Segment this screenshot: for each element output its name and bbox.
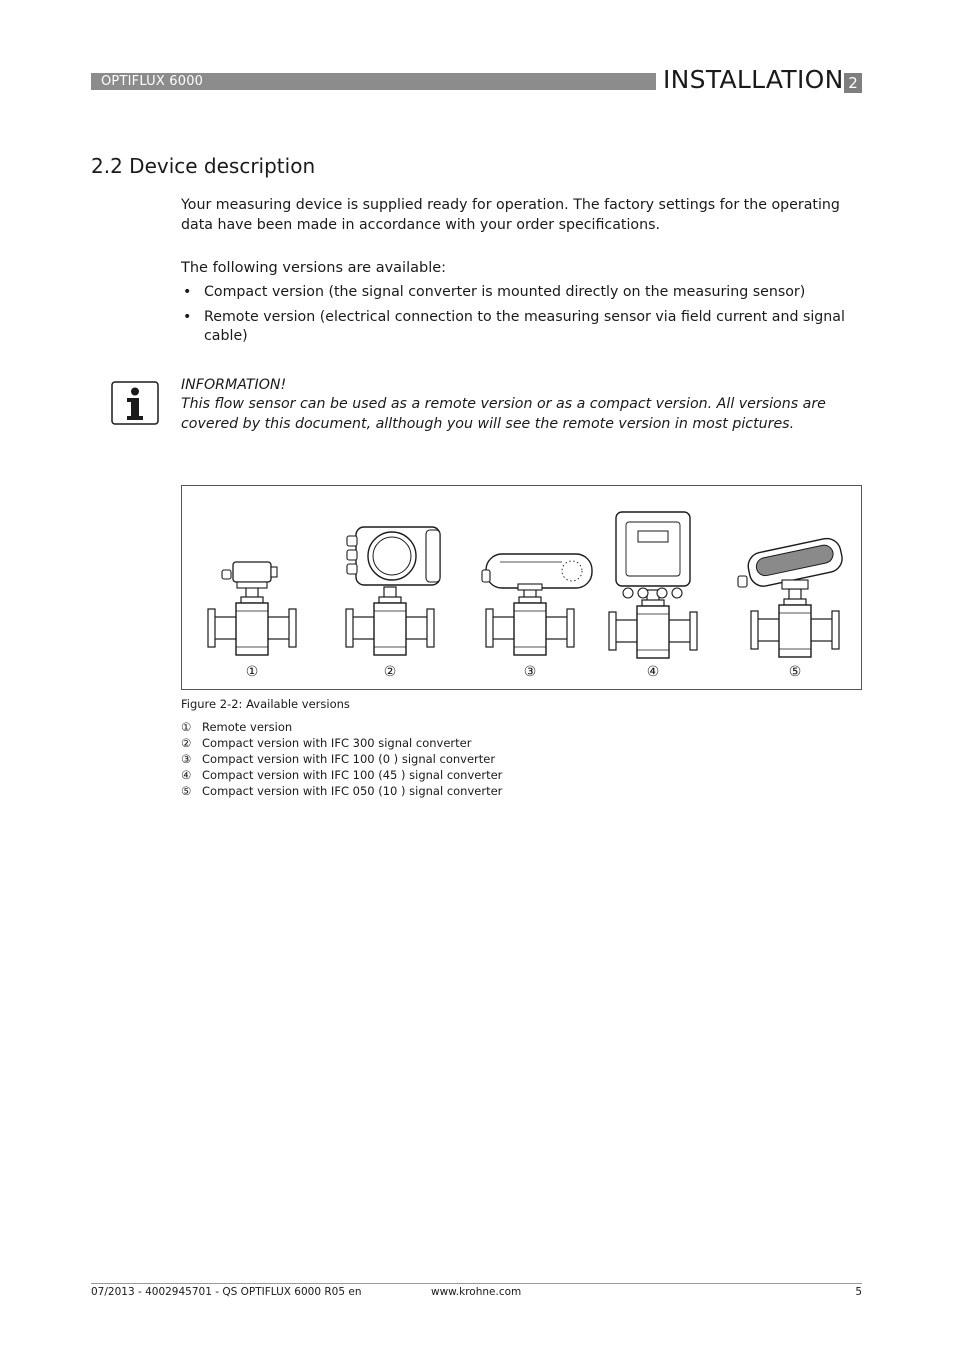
chapter-number: 2: [844, 73, 862, 93]
versions-figure: [181, 485, 862, 690]
figure-caption: Figure 2-2: Available versions: [181, 697, 350, 711]
device-remote: [208, 562, 296, 655]
marker-4: ④: [646, 664, 660, 680]
marker-1: ①: [245, 664, 259, 680]
list-item: [181, 283, 861, 303]
legend-item: [181, 719, 502, 735]
bullet-icon: •: [183, 284, 192, 300]
legend-item: [181, 783, 502, 799]
document-reference: 07/2013 - 4002945701 - QS OPTIFLUX 6000 R05 en: [91, 1286, 362, 1298]
legend-text: Compact version with IFC 100 (0 ) signal converter: [202, 752, 496, 766]
information-text: This flow sensor can be used as a remote version or as a compact version. All versions are covered by this document, allthough you will see the remote version in most pictures.: [181, 396, 826, 432]
device-ifc300: [346, 527, 440, 655]
section-title: 2.2 Device description: [91, 154, 316, 178]
legend-text: Compact version with IFC 050 (10 ) signal converter: [202, 784, 503, 798]
marker-3: ③: [523, 664, 537, 680]
website-link[interactable]: www.krohne.com: [431, 1286, 522, 1298]
marker-2: ②: [383, 664, 397, 680]
figure-legend: [181, 719, 502, 799]
legend-item: [181, 735, 502, 751]
footer-divider: [91, 1283, 862, 1284]
list-item-text: Remote version (electrical connection to the measuring sensor via field current and signal cable): [204, 308, 845, 344]
legend-text: Remote version: [202, 720, 293, 734]
legend-item: [181, 767, 502, 783]
information-title: INFORMATION!: [181, 377, 287, 393]
bullet-icon: •: [183, 308, 192, 325]
device-ifc050: [738, 536, 845, 657]
legend-text: Compact version with IFC 100 (45 ) signal converter: [202, 768, 503, 782]
legend-number: ⑤: [181, 784, 192, 798]
page-number: 5: [855, 1286, 862, 1298]
chapter-title: INSTALLATION: [663, 65, 844, 94]
product-name: OPTIFLUX 6000: [101, 74, 204, 89]
intro-paragraph: Your measuring device is supplied ready for operation. The factory settings for the operating data have been made in accordance with your order specifications.: [181, 197, 840, 233]
legend-number: ④: [181, 768, 192, 782]
legend-number: ②: [181, 736, 192, 750]
device-ifc100-45: [609, 512, 697, 658]
versions-drawing: [182, 486, 863, 691]
legend-item: [181, 751, 502, 767]
versions-list: [181, 283, 861, 352]
marker-5: ⑤: [788, 664, 802, 680]
list-item-text: Compact version (the signal converter is mounted directly on the measuring sensor): [204, 284, 806, 300]
device-ifc100-0: [482, 554, 592, 655]
legend-text: Compact version with IFC 300 signal converter: [202, 736, 472, 750]
legend-number: ①: [181, 720, 192, 734]
legend-number: ③: [181, 752, 192, 766]
versions-heading: The following versions are available:: [181, 260, 447, 276]
info-icon: [111, 381, 159, 425]
list-item: [181, 308, 861, 347]
